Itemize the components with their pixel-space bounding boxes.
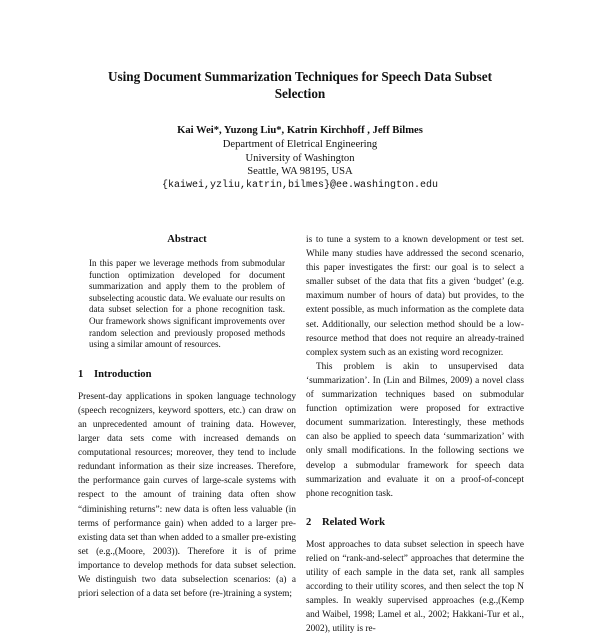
abstract-text: In this paper we leverage methods from submodular function optimization developed for document summarization and apply them to the problem of subselecting acoustic data. We evaluate our results on data subset selection for a phone recognition task. Our framework shows significant improvements over random selection and previously proposed methods using a similar amount of resources. bbox=[89, 258, 285, 350]
affiliation-block bbox=[120, 138, 480, 192]
body-paragraph-1: is to tune a system to a known development or test set. While many studies have addressed the second scenario, this paper investigates the first: our goal is to select a smaller subset of the data that fits a given ‘budget’ (e.g. maximum number of hours of data) but provides, to the extent possible, as much information as the complete data set. Additionally, our selection method should be a low-resource method that does not require an already-trained complex system such as an existing word recognizer. bbox=[306, 235, 524, 358]
section-heading-related-work bbox=[306, 516, 524, 529]
section-heading-introduction bbox=[78, 368, 296, 381]
paper-title: Using Document Summarization Techniques for Speech Data Subset Selection bbox=[107, 69, 493, 101]
section-number: 1 bbox=[78, 368, 84, 380]
author-list: Kai Wei*, Yuzong Liu*, Katrin Kirchhoff , Jeff Bilmes bbox=[177, 125, 423, 136]
email-address[interactable]: {kaiwei,yzliu,katrin,bilmes}@ee.washington.edu bbox=[161, 179, 439, 191]
university: University of Washington bbox=[245, 152, 355, 164]
abstract-heading: Abstract bbox=[167, 234, 207, 245]
related-work-paragraph: Most approaches to data subset selection in speech have relied on “rank-and-select” approaches that determine the utility of each sample in the data set, rank all samples according to their utility scores, and then select the top N samples. In weakly supervised approaches (e.g.,(Kemp and Waibel, 1998; Lamel et al., 2002; Hakkani-Tur et al., 2002), utility is re- bbox=[306, 539, 524, 635]
section-title: Related Work bbox=[322, 516, 386, 528]
department: Department of Eletrical Engineering bbox=[222, 139, 378, 150]
left-column bbox=[78, 233, 296, 601]
right-column bbox=[306, 233, 524, 636]
section-title: Introduction bbox=[94, 368, 152, 380]
city: Seattle, WA 98195, USA bbox=[247, 166, 353, 178]
body-paragraph-2: This problem is akin to unsupervised data ‘summarization’. In (Lin and Bilmes, 2009) a novel class of summarization techniques based on submodular function optimization were proposed for extractive document summarization. Interestingly, these methods can also be applied to speech data ‘summarization’ with only small modifications. In the following sections we develop a submodular framework for speech data summarization and evaluate it on a proof-of-concept phone recognition task. bbox=[306, 361, 524, 499]
introduction-paragraph: Present-day applications in spoken language technology (speech recognizers, keyword spotters, etc.) can draw on an unprecedented amount of training data. However, larger data sets come with increased demands on computational resources; moreover, they tend to include redundant information as their size increases. Therefore, the performance gain curves of large-scale systems with respect to the amount of training data often show “diminishing returns”: new data is often less valuable (in terms of performance gain) when added to a larger pre-existing data set than when added to a smaller pre-existing set (e.g.,(Moore, 2003)). Therefore it is of prime importance to develop methods for data subset selection. We distinguish two data subselection scenarios: (a) a priori selection of a data set before (re-)training a system; bbox=[78, 391, 296, 600]
section-number: 2 bbox=[306, 516, 312, 528]
